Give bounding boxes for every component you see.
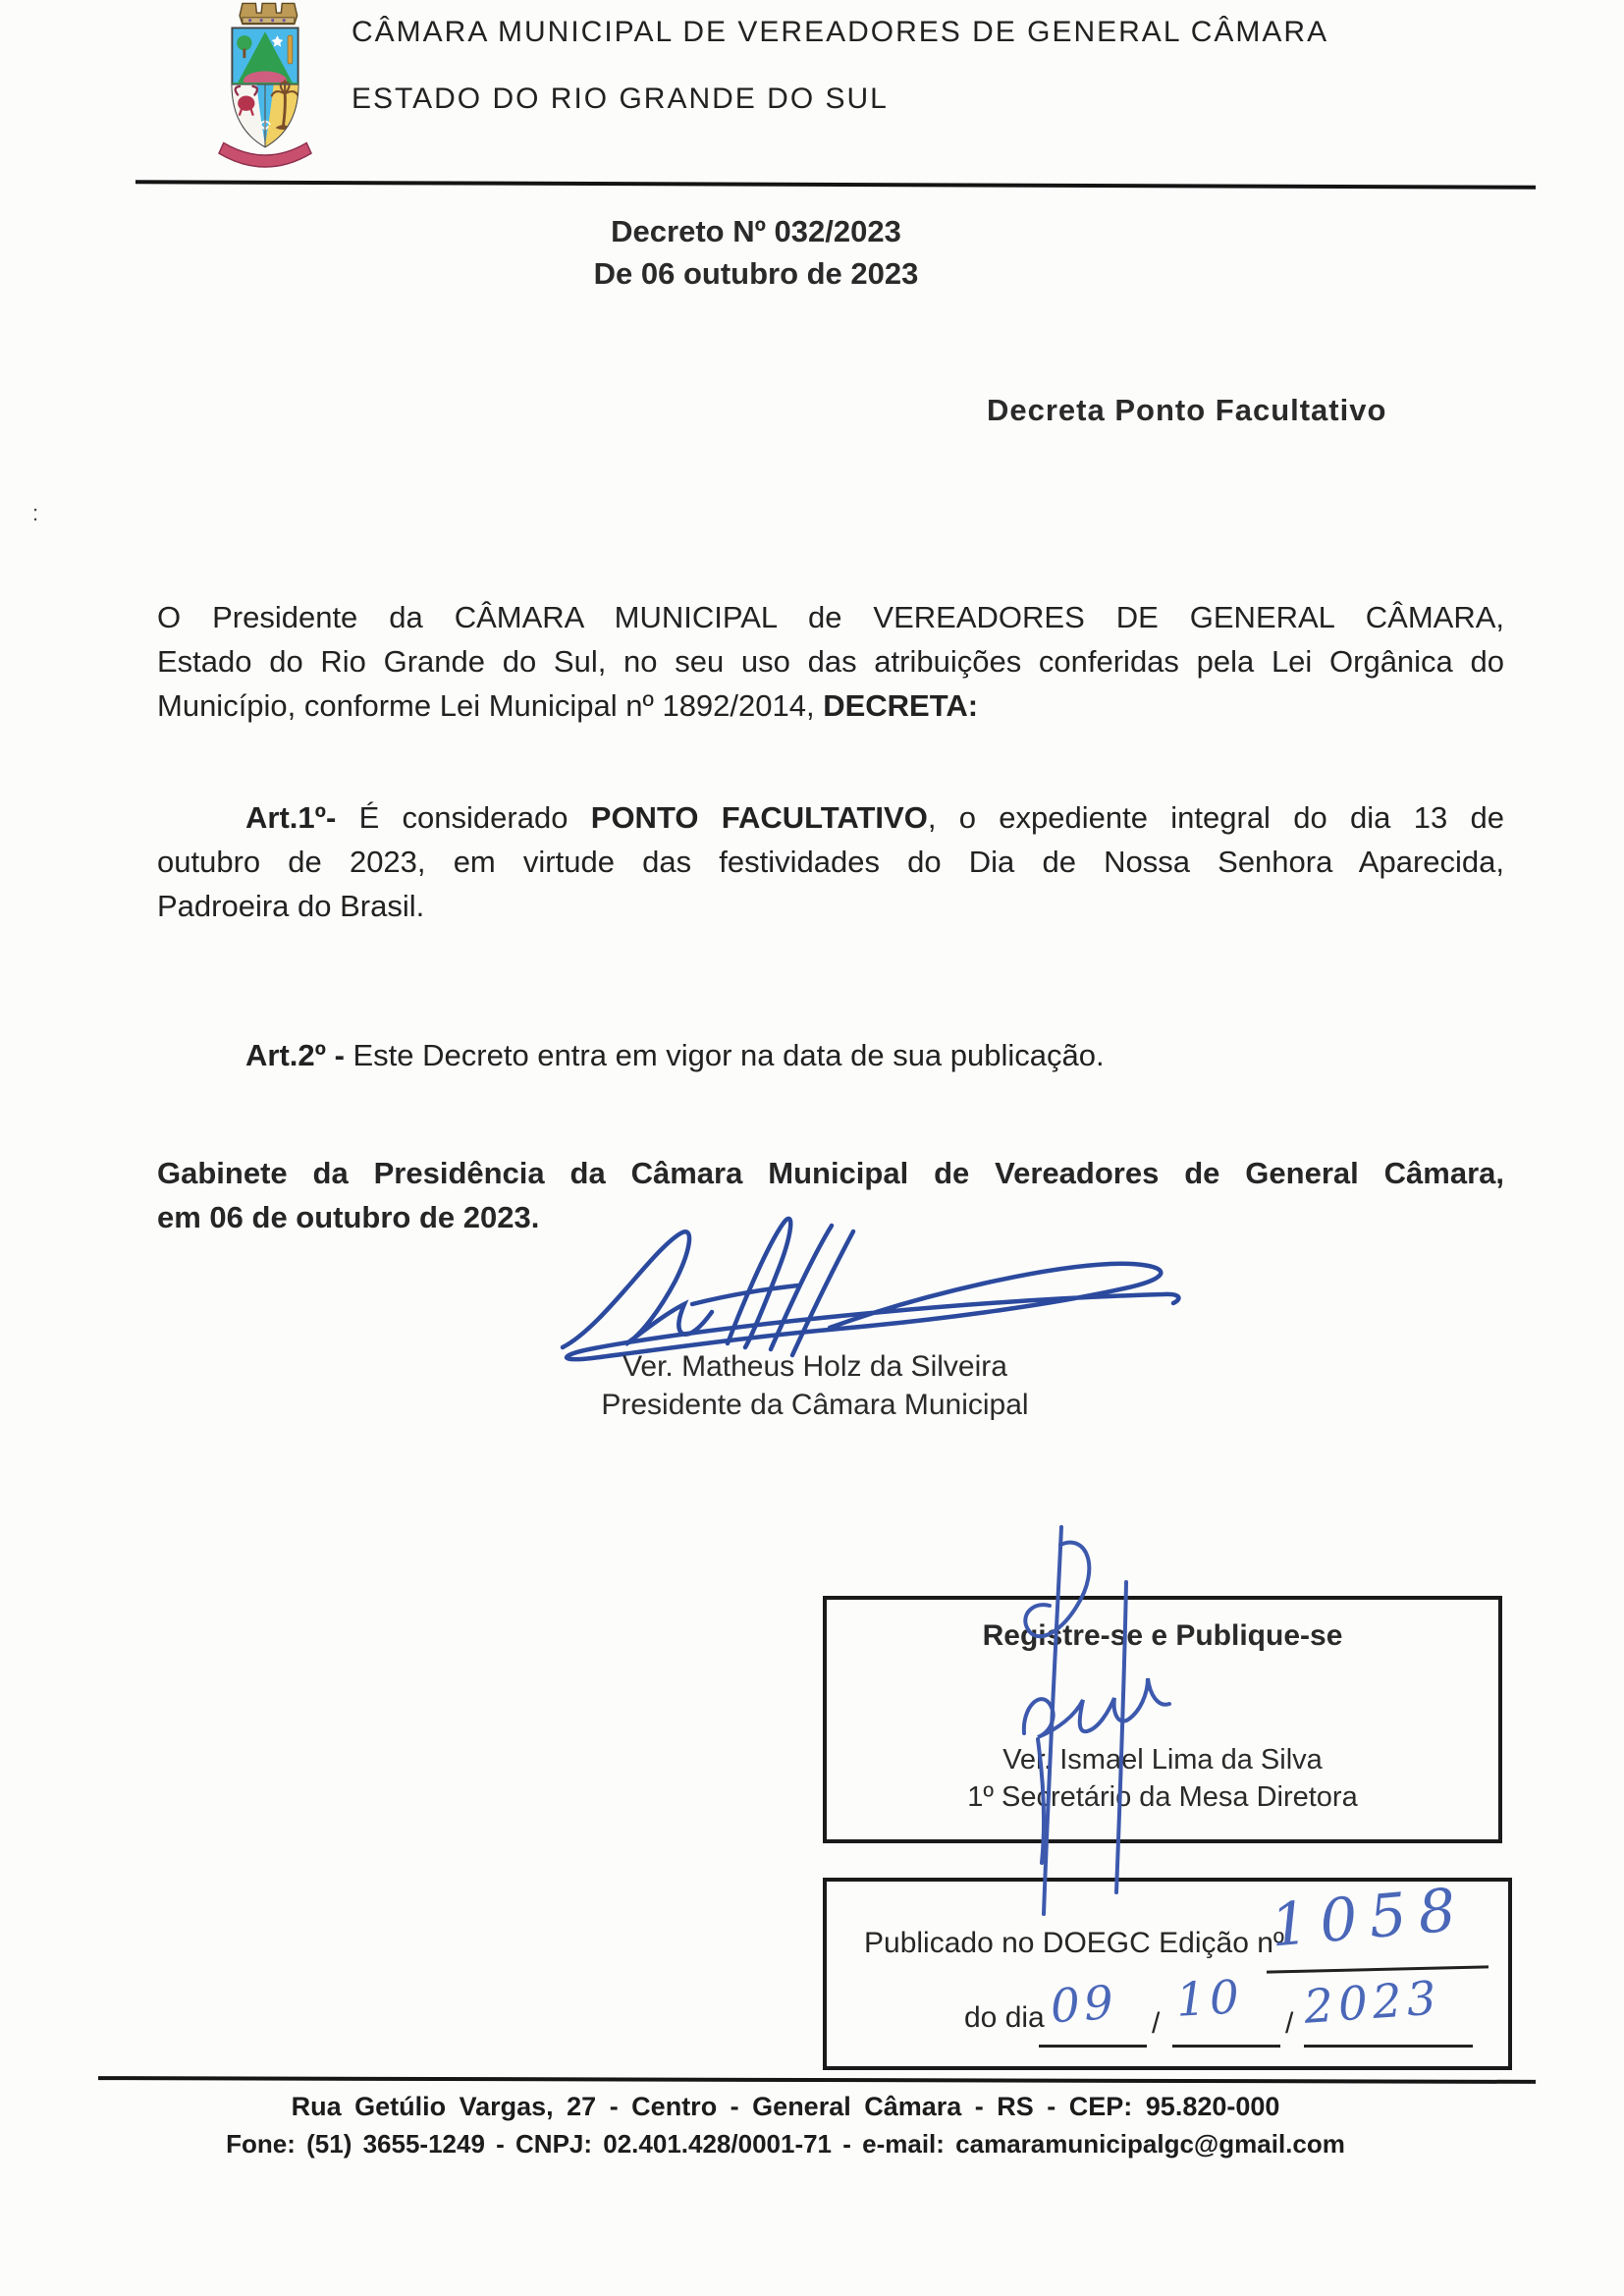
date-month-handwritten: 10	[1174, 1970, 1245, 2028]
date-year-handwritten: 2023	[1302, 1971, 1443, 2035]
letterhead-divider	[135, 180, 1536, 189]
decreta-keyword: DECRETA:	[823, 688, 979, 723]
preamble-line: Município, conforme Lei Municipal nº 1892/2014, DECRETA:	[157, 688, 979, 723]
publication-label: Publicado no DOEGC Edição nº	[864, 1927, 1284, 1959]
preamble-paragraph	[157, 595, 1504, 728]
president-signature-block	[491, 1347, 1139, 1424]
edition-number-handwritten: 1058	[1268, 1875, 1471, 1961]
closing-line: Gabinete da Presidência da Câmara Municipal de Vereadores de General Câmara,	[157, 1156, 1504, 1190]
decree-subject: Decreta Ponto Facultativo	[987, 393, 1387, 427]
edition-underline	[1267, 1965, 1489, 1973]
decree-title	[442, 210, 1070, 295]
state-name: ESTADO DO RIO GRANDE DO SUL	[352, 82, 889, 115]
register-publish-title: Registre-se e Publique-se	[982, 1619, 1343, 1652]
president-role: Presidente da Câmara Municipal	[601, 1389, 1029, 1421]
day-underline	[1039, 2045, 1147, 2048]
date-separator: /	[1285, 2007, 1294, 2040]
closing-line: em 06 de outubro de 2023.	[157, 1200, 540, 1234]
footer-contact: Fone: (51) 3655-1249 - CNPJ: 02.401.428/0001-71 - e-mail: camaramunicipalgc@gmail.com	[226, 2129, 1345, 2159]
article-1-line: outubro de 2023, em virtude das festividades do Dia de Nossa Senhora Aparecida,	[157, 845, 1504, 879]
footer-address: Rua Getúlio Vargas, 27 - Centro - General Câmara - RS - CEP: 95.820-000	[291, 2092, 1280, 2121]
decree-number: Decreto Nº 032/2023	[611, 214, 901, 248]
decree-date: De 06 outubro de 2023	[593, 256, 919, 291]
president-signature-ink	[535, 1210, 1213, 1365]
month-underline	[1172, 2045, 1280, 2048]
footer	[59, 2092, 1512, 2159]
president-name: Ver. Matheus Holz da Silveira	[623, 1350, 1007, 1383]
article-1-line: Art.1º- É considerado PONTO FACULTATIVO, o expediente integral do dia 13 de	[245, 800, 1504, 835]
coat-of-arms-icon	[218, 0, 312, 169]
article-1	[157, 795, 1504, 928]
article-2	[157, 1033, 1504, 1077]
scan-artifact-mark: :	[32, 501, 39, 525]
preamble-line: Estado do Rio Grande do Sul, no seu uso das atribuições conferidas pela Lei Orgânica do	[157, 644, 1504, 679]
secretary-signature-ink	[967, 1525, 1193, 1918]
preamble-line: O Presidente da CÂMARA MUNICIPAL de VEREADORES DE GENERAL CÂMARA,	[157, 600, 1504, 634]
date-separator: /	[1152, 2007, 1161, 2040]
letterhead	[352, 16, 1530, 116]
secretary-role: 1º Secretário da Mesa Diretora	[967, 1781, 1358, 1813]
publication-date-label: do dia	[964, 2001, 1045, 2034]
org-name: CÂMARA MUNICIPAL DE VEREADORES DE GENERAL CÂMARA	[352, 16, 1329, 48]
footer-divider	[98, 2076, 1536, 2084]
article-2-line: Art.2º - Este Decreto entra em vigor na data de sua publicação.	[245, 1038, 1105, 1072]
secretary-name: Ver. Ismael Lima da Silva	[1002, 1744, 1323, 1776]
year-underline	[1304, 2045, 1473, 2048]
date-day-handwritten: 09	[1049, 1975, 1119, 2035]
article-1-line: Padroeira do Brasil.	[157, 889, 425, 923]
